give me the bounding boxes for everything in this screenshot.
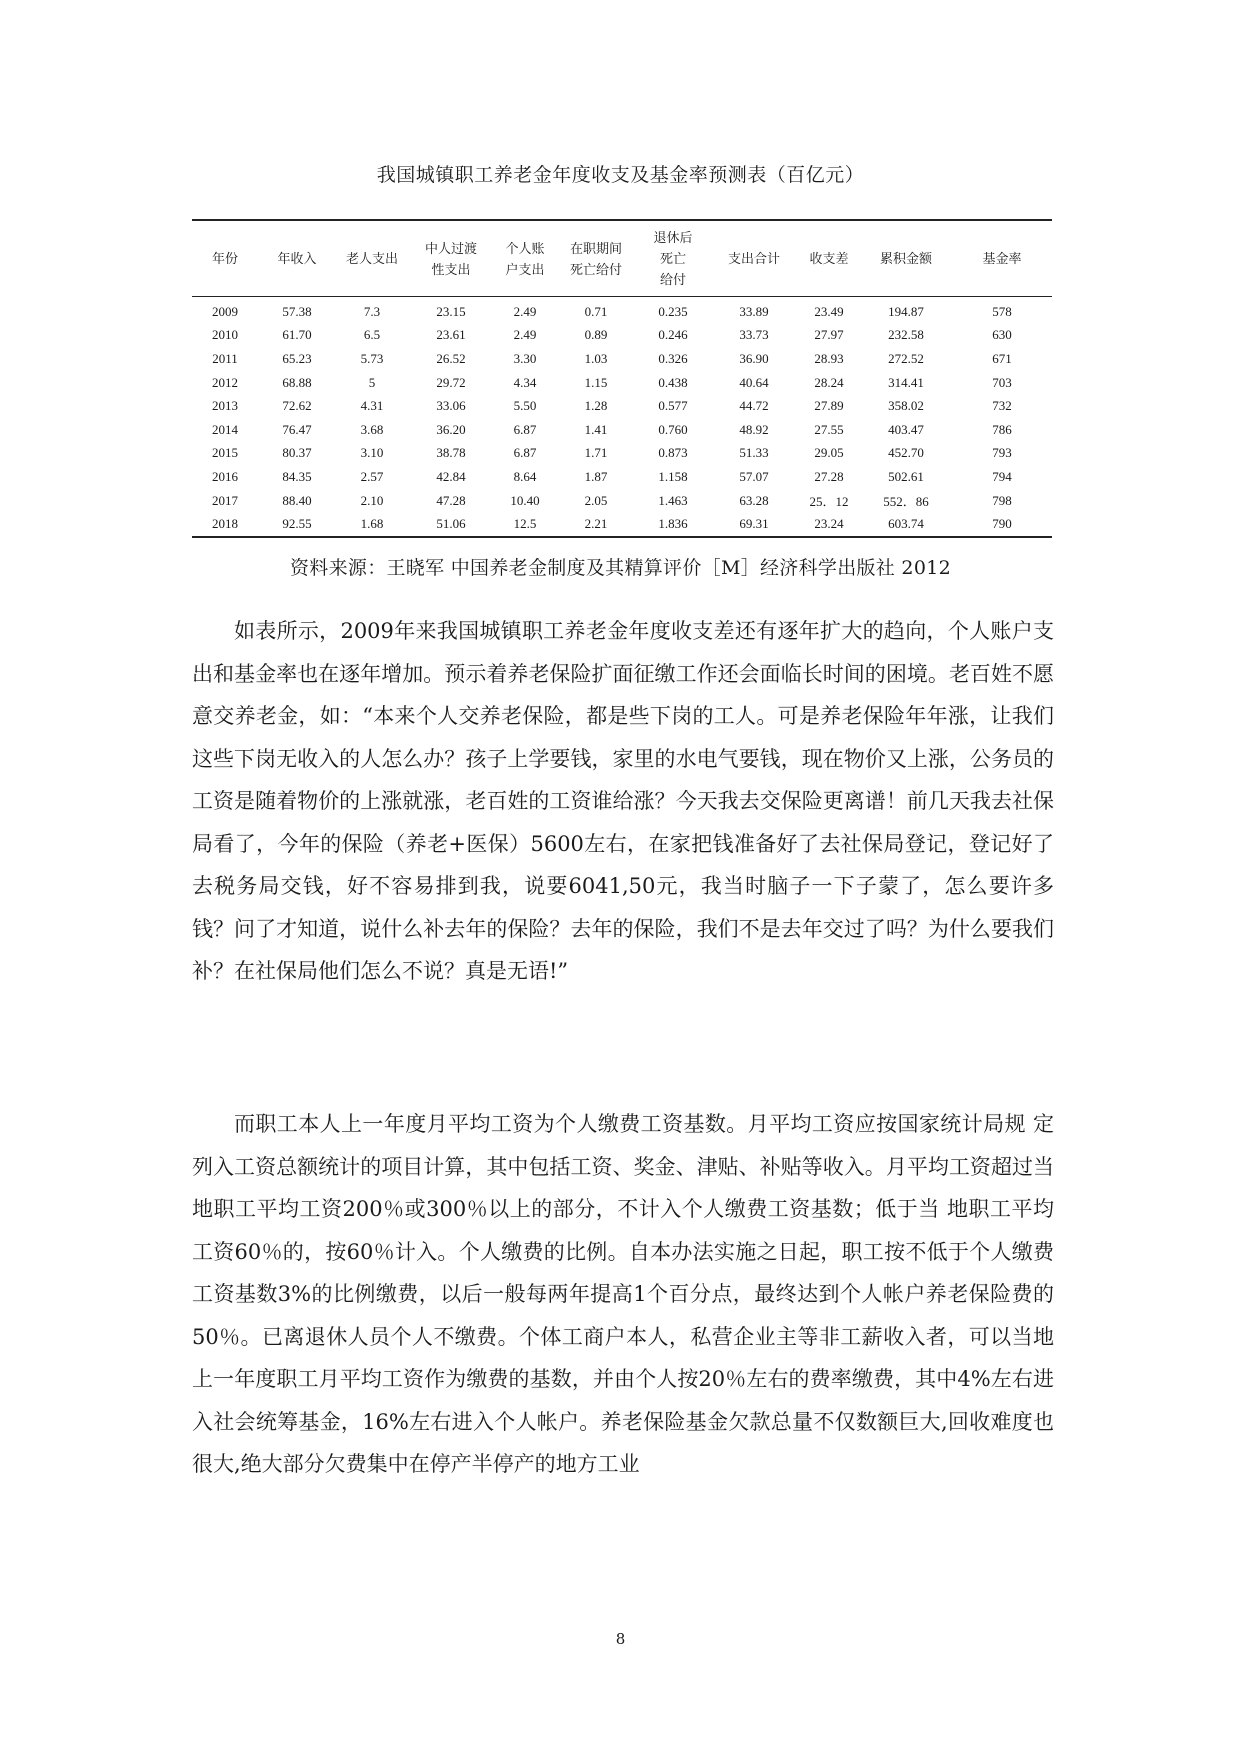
table-cell: 630 — [992, 327, 1012, 343]
table-cell: 552．86 — [883, 494, 929, 510]
table-cell: 23.49 — [814, 303, 844, 319]
table-cell: 92.55 — [282, 516, 312, 532]
table-cell: 61.70 — [282, 327, 312, 343]
table-header-text: 累积金额 — [879, 251, 932, 266]
table-cell: 57.38 — [282, 303, 312, 319]
table-cell: 0.438 — [658, 374, 688, 390]
table-cell: 2.57 — [360, 468, 384, 484]
table-cell: 65.23 — [282, 350, 312, 366]
table-cell: 23.24 — [814, 516, 844, 532]
table-cell: 33.73 — [739, 327, 769, 343]
table-header-text: 在职期间 — [569, 240, 622, 256]
table-cell: 36.90 — [739, 350, 769, 366]
table-cell: 33.06 — [436, 398, 466, 414]
table-cell: 76.47 — [282, 421, 312, 437]
table-cell: 88.40 — [282, 492, 312, 508]
table-cell: 2015 — [212, 445, 238, 461]
table-cell: 452.70 — [888, 445, 924, 461]
table-cell: 40.64 — [739, 374, 769, 390]
table-cell: 0.235 — [658, 303, 688, 319]
table-header-cell — [860, 220, 952, 297]
table-cell: 502.61 — [888, 468, 924, 484]
table-cell: 27.97 — [814, 327, 844, 343]
table-header-text: 死亡 — [659, 251, 686, 266]
table-cell: 671 — [992, 350, 1012, 366]
table-cell: 2018 — [212, 516, 238, 532]
table-cell: 1.28 — [584, 398, 608, 414]
table-row — [192, 418, 1052, 442]
table-cell: 42.84 — [436, 468, 466, 484]
table-cell: 1.158 — [658, 468, 688, 484]
table-cell: 68.88 — [282, 374, 312, 390]
table-cell: 2.10 — [360, 492, 384, 508]
table-header-cell — [798, 220, 860, 297]
table-header-text: 中人过渡 — [424, 240, 477, 256]
table-cell: 1.71 — [584, 445, 608, 461]
table-cell: 5 — [368, 374, 376, 390]
table-cell: 578 — [992, 303, 1012, 319]
table-cell: 786 — [992, 421, 1012, 437]
table-cell: 29.05 — [814, 445, 844, 461]
table-header-cell — [494, 220, 556, 297]
table-header-text: 性支出 — [431, 261, 471, 277]
table-row — [192, 371, 1052, 395]
table-cell: 6.87 — [513, 421, 537, 437]
table-cell: 12.5 — [513, 516, 537, 532]
table-header-text: 年收入 — [277, 251, 317, 266]
table-cell: 1.463 — [658, 492, 688, 508]
table-header-cell — [408, 220, 494, 297]
table-cell: 28.93 — [814, 350, 844, 366]
table-cell: 272.52 — [888, 350, 924, 366]
table-row — [192, 297, 1052, 324]
table-header-text: 退休后 — [653, 230, 693, 245]
table-cell: 1.41 — [584, 421, 608, 437]
table-title: 我国城镇职工养老金年度收支及基金率预测表（百亿元） — [376, 164, 865, 186]
table-header-text: 支出合计 — [727, 251, 780, 266]
table-cell: 794 — [992, 468, 1012, 484]
table-cell: 0.89 — [584, 327, 608, 343]
table-cell: 2013 — [212, 398, 238, 414]
table-cell: 0.577 — [658, 398, 688, 414]
table-row — [192, 442, 1052, 466]
table-cell: 29.72 — [436, 374, 466, 390]
table-cell: 403.47 — [888, 421, 924, 437]
table-cell: 703 — [992, 374, 1012, 390]
table-cell: 314.41 — [888, 374, 924, 390]
table-cell: 27.89 — [814, 398, 844, 414]
table-cell: 6.5 — [363, 327, 381, 343]
table-header-text: 给付 — [659, 272, 686, 287]
table-cell: 1.68 — [360, 516, 384, 532]
table-cell: 2.49 — [513, 327, 537, 343]
paragraph-1: 如表所示，2009年来我国城镇职工养老金年度收支差还有逐年扩大的趋向，个人账户支出和基金率也在逐年增加。预示着养老保险扩面征缴工作还会面临长时间的困境。老百姓不愿意交养老金，如：“本来个人交养老保险，都是些下岗的工人。可是养老保险年年涨，让我们这些下岗无收入的人怎么办？孩子上学要钱，家里的水电气要钱，现在物价又上涨，公务员的工资是随着物价的上涨就涨，老百姓的工资谁给涨？今天我去交保险更离谱！前几天我去社保局看了，今年的保险（养老+医保）5600左右，在家把钱准备好了去社保局登记，登记好了去税务局交钱，好不容易排到我，说要6041,50元，我当时脑子一下子蒙了，怎么要许多钱？问了才知道，说什么补去年的保险？去年的保险，我们不是去年交过了吗？为什么要我们补？在社保局他们怎么不说？真是无语!” — [192, 619, 1054, 983]
table-cell: 63.28 — [739, 492, 769, 508]
table-cell: 51.06 — [436, 516, 466, 532]
table-header-cell — [336, 220, 408, 297]
table-cell: 80.37 — [282, 445, 312, 461]
table-cell: 27.28 — [814, 468, 844, 484]
table-cell: 5.50 — [513, 398, 537, 414]
table-cell: 0.326 — [658, 350, 688, 366]
table-cell: 1.15 — [584, 374, 608, 390]
table-cell: 36.20 — [436, 421, 466, 437]
table-cell: 0.873 — [658, 445, 688, 461]
table-cell: 5.73 — [360, 350, 384, 366]
table-header-text: 基金率 — [982, 251, 1022, 266]
table-cell: 23.61 — [436, 327, 466, 343]
table-cell: 6.87 — [513, 445, 537, 461]
table-source-note: 资料来源：王晓军 中国养老金制度及其精算评价［M］经济科学出版社 2012 — [290, 557, 951, 579]
table-cell: 1.03 — [584, 350, 608, 366]
table-cell: 28.24 — [814, 374, 844, 390]
table-row — [192, 347, 1052, 371]
table-cell: 48.92 — [739, 421, 769, 437]
table-cell: 790 — [992, 516, 1012, 532]
table-cell: 2.21 — [584, 516, 608, 532]
table-cell: 0.246 — [658, 327, 688, 343]
table-cell: 3.68 — [360, 421, 384, 437]
table-header-cell — [636, 220, 710, 297]
table-cell: 47.28 — [436, 492, 466, 508]
table-cell: 2009 — [212, 303, 238, 319]
table-cell: 2011 — [212, 350, 238, 366]
paragraph-2: 而职工本人上一年度月平均工资为个人缴费工资基数。月平均工资应按国家统计局规 定列入工资总额统计的项目计算，其中包括工资、奖金、津贴、补贴等收入。月平均工资超过当地职工平均工资200％或300％以上的部分，不计入个人缴费工资基数；低于当 地职工平均工资60％的，按60％计入。个人缴费的比例。自本办法实施之日起，职工按不低于个人缴费工资基数3%的比例缴费，以后一般每两年提高1个百分点，最终达到个人帐户养老保险费的50％。已离退休人员个人不缴费。个体工商户本人，私营企业主等非工薪收入者，可以当地上一年度职工月平均工资作为缴费的基数，并由个人按20％左右的费率缴费，其中4%左右进入社会统筹基金，16%左右进入个人帐户。养老保险基金欠款总量不仅数额巨大,回收难度也很大,绝大部分欠费集中在停产半停产的地方工业 — [192, 1112, 1054, 1476]
table-cell: 0.71 — [584, 303, 608, 319]
table-cell: 84.35 — [282, 468, 312, 484]
table-body — [192, 297, 1052, 537]
table-cell: 10.40 — [510, 492, 540, 508]
table-cell: 194.87 — [888, 303, 924, 319]
table-cell: 793 — [992, 445, 1012, 461]
table-cell: 2.05 — [584, 492, 608, 508]
table-cell: 57.07 — [739, 468, 769, 484]
table-header-cell — [710, 220, 798, 297]
table-row — [192, 489, 1052, 513]
table-header-cell — [556, 220, 636, 297]
table-cell: 358.02 — [888, 398, 924, 414]
table-cell: 3.30 — [513, 350, 537, 366]
table-row — [192, 465, 1052, 489]
table-cell: 38.78 — [436, 445, 466, 461]
table-cell: 33.89 — [739, 303, 769, 319]
table-cell: 1.836 — [658, 516, 688, 532]
table-cell: 8.64 — [513, 468, 537, 484]
pension-forecast-table — [192, 219, 1052, 538]
table-cell: 26.52 — [436, 350, 466, 366]
table-cell: 69.31 — [739, 516, 769, 532]
table-cell: 3.10 — [360, 445, 384, 461]
table-header-text: 收支差 — [809, 251, 849, 266]
table-cell: 2012 — [212, 374, 238, 390]
table-cell: 7.3 — [363, 303, 381, 319]
table-row — [192, 394, 1052, 418]
table-cell: 603.74 — [888, 516, 924, 532]
table-cell: 44.72 — [739, 398, 769, 414]
table-header-row — [192, 220, 1052, 297]
table-cell: 232.58 — [888, 327, 924, 343]
table-cell: 2016 — [212, 468, 238, 484]
table-header-cell — [192, 220, 258, 297]
table-header-text: 死亡给付 — [569, 261, 622, 277]
table-row — [192, 324, 1052, 348]
table-cell: 798 — [992, 492, 1012, 508]
table-cell: 732 — [992, 398, 1012, 414]
table-header-cell — [258, 220, 336, 297]
table-cell: 25．12 — [809, 494, 849, 510]
table-cell: 2010 — [212, 327, 238, 343]
table-cell: 4.34 — [513, 374, 537, 390]
table-cell: 72.62 — [282, 398, 312, 414]
table-cell: 2014 — [212, 421, 238, 437]
table-cell: 2017 — [212, 492, 238, 508]
table-header-text: 个人账 — [505, 240, 545, 256]
table-row — [192, 512, 1052, 537]
table-cell: 27.55 — [814, 421, 844, 437]
table-cell: 0.760 — [658, 421, 688, 437]
table-header-text: 年份 — [211, 251, 238, 266]
table-header-cell — [952, 220, 1052, 297]
table-cell: 51.33 — [739, 445, 769, 461]
table-cell: 23.15 — [436, 303, 466, 319]
table-header-text: 户支出 — [505, 261, 545, 277]
table-header-text: 老人支出 — [345, 251, 398, 266]
table-cell: 2.49 — [513, 303, 537, 319]
table-cell: 1.87 — [584, 468, 608, 484]
table-cell: 4.31 — [360, 398, 384, 414]
page-number: 8 — [615, 1630, 626, 1648]
